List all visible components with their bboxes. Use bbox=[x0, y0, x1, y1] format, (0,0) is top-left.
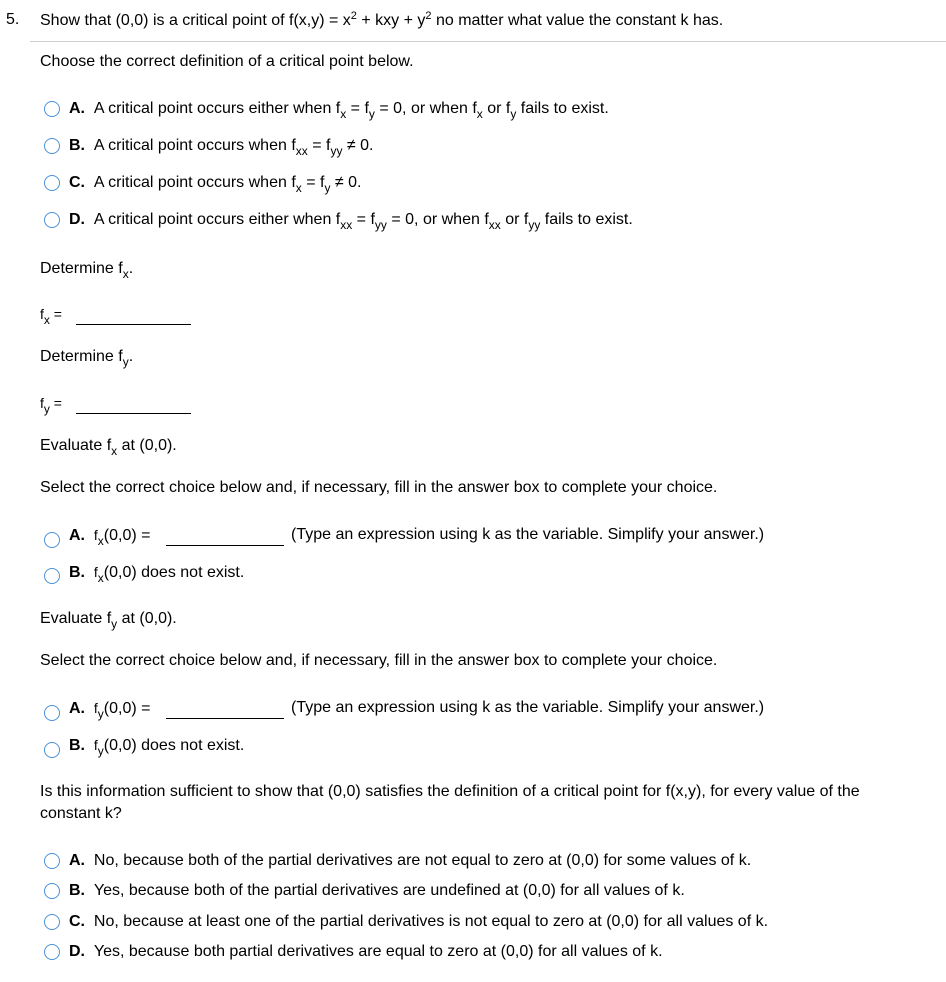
part5-instruction: Select the correct choice below and, if necessary, fill in the answer box to complete your choice. bbox=[40, 652, 718, 669]
part5-option-a-radio[interactable] bbox=[44, 705, 60, 721]
fy-answer-input[interactable] bbox=[76, 413, 191, 414]
part6-option-c-radio[interactable] bbox=[44, 914, 60, 930]
part6-option-d-text[interactable]: D. Yes, because both partial derivatives are equal to zero at (0,0) for all values of k. bbox=[69, 943, 663, 960]
part6-prompt-line2: constant k? bbox=[40, 805, 122, 822]
part4-option-a-radio[interactable] bbox=[44, 532, 60, 548]
header-divider bbox=[30, 41, 946, 42]
part1-option-d-text[interactable]: D. A critical point occurs either when $f_{xx} = f_{yy} = 0$, or when $f_{xx}$ or $f_{yy}$ fails to exist. bbox=[69, 211, 633, 232]
part1-option-d-radio[interactable] bbox=[44, 212, 60, 228]
part5-option-b-text[interactable]: B. $f_y(0,0)$ does not exist. bbox=[69, 737, 245, 758]
question-number: 5. bbox=[6, 11, 20, 28]
fx00-answer-input[interactable] bbox=[166, 545, 284, 546]
part4-option-a-text[interactable]: A. $f_x(0,0)$ = bbox=[69, 527, 151, 548]
fx-label: $f_x$ = bbox=[40, 306, 62, 327]
part1-option-a-text[interactable]: A. A critical point occurs either when $f_x = f_y = 0$, or when $f_x$ or $f_y$ fails to exist. bbox=[69, 100, 609, 121]
part6-prompt-line1: Is this information sufficient to show that (0,0) satisfies the definition of a critical point for f(x,y), for every value of the bbox=[40, 783, 860, 800]
part1-prompt: Choose the correct definition of a critical point below. bbox=[40, 53, 414, 70]
part1-option-a-radio[interactable] bbox=[44, 101, 60, 117]
question-stem: Show that (0,0) is a critical point of $f(x,y) = x^2$ + kxy + $y^2$ no matter what value the constant k has. bbox=[40, 10, 724, 29]
part5-option-b-radio[interactable] bbox=[44, 742, 60, 758]
part5-option-a-text[interactable]: A. $f_y(0,0)$ = bbox=[69, 700, 151, 721]
part1-option-b-text[interactable]: B. A critical point occurs when $f_{xx} = f_{yy} \ne 0$. bbox=[69, 137, 374, 158]
part4-instruction: Select the correct choice below and, if necessary, fill in the answer box to complete your choice. bbox=[40, 479, 718, 496]
part6-option-b-radio[interactable] bbox=[44, 883, 60, 899]
part6-option-a-text[interactable]: A. No, because both of the partial derivatives are not equal to zero at (0,0) for some values of k. bbox=[69, 852, 752, 869]
part4-option-b-radio[interactable] bbox=[44, 568, 60, 584]
part1-option-c-radio[interactable] bbox=[44, 175, 60, 191]
fy-label: $f_y$ = bbox=[40, 395, 62, 416]
fx-answer-input[interactable] bbox=[76, 324, 191, 325]
part6-option-c-text[interactable]: C. No, because at least one of the partial derivatives is not equal to zero at (0,0) for all values of k. bbox=[69, 913, 769, 930]
part1-option-c-text[interactable]: C. A critical point occurs when $f_x = f_y \ne 0$. bbox=[69, 174, 362, 195]
part3-prompt: Determine $f_y$. bbox=[40, 348, 134, 369]
part6-option-b-text[interactable]: B. Yes, because both of the partial derivatives are undefined at (0,0) for all values of k. bbox=[69, 882, 685, 899]
fy00-answer-input[interactable] bbox=[166, 718, 284, 719]
part5-prompt: Evaluate $f_y$ at (0,0). bbox=[40, 610, 177, 631]
part4-option-a-hint: (Type an expression using k as the variable. Simplify your answer.) bbox=[291, 526, 765, 543]
part1-option-b-radio[interactable] bbox=[44, 138, 60, 154]
part6-option-a-radio[interactable] bbox=[44, 853, 60, 869]
part6-option-d-radio[interactable] bbox=[44, 944, 60, 960]
part5-option-a-hint: (Type an expression using k as the variable. Simplify your answer.) bbox=[291, 699, 765, 716]
part2-prompt: Determine $f_x$. bbox=[40, 260, 134, 281]
part4-prompt: Evaluate $f_x$ at (0,0). bbox=[40, 437, 177, 458]
part4-option-b-text[interactable]: B. $f_x(0,0)$ does not exist. bbox=[69, 564, 245, 585]
